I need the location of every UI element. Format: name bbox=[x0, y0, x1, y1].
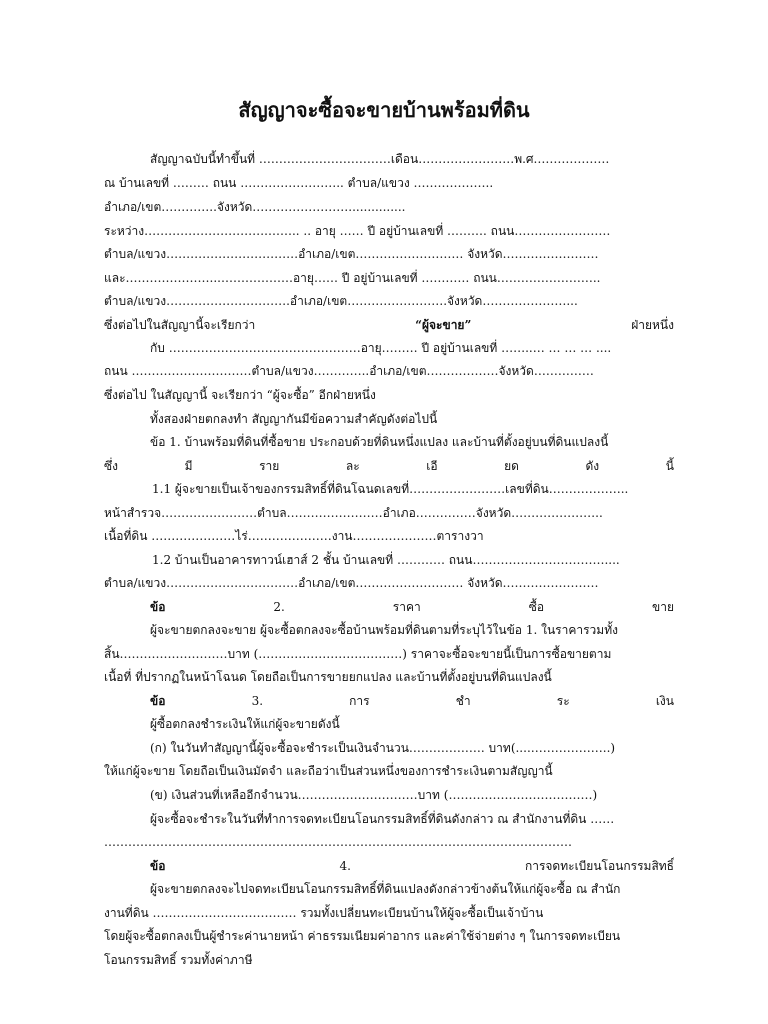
party-one-line: ระหว่าง………………………….…….. .. อายุ …… ปี อยู่บ้านเลขที่ ………. ถนน…………………… bbox=[104, 224, 611, 238]
clause-4-text-3: โดยผู้จะซื้อตกลงเป็นผู้ชำระค่านายหน้า ค่าธรรมเนียมค่าอากร และค่าใช้จ่ายต่าง ๆ ในการจดทะเบียน bbox=[104, 929, 621, 943]
clause-3-heading: ข้อ 3. การ ชำ ระ เงิน bbox=[150, 694, 674, 708]
buyer-designation-line: ซึ่งต่อไป ในสัญญานี้ จะเรียกว่า “ผู้จะซื้อ” อีกฝ่ายหนึ่ง bbox=[104, 388, 376, 402]
clause-4-heading: ข้อ 4. การจดทะเบียนโอนกรรมสิทธิ์ bbox=[150, 859, 674, 873]
clause-3-b-line: (ข) เงินส่วนที่เหลืออีกจำนวน…………………………บาท (………………………………) bbox=[150, 788, 598, 802]
seller-side-text: ฝ่ายหนึ่ง bbox=[631, 318, 674, 332]
clause-1-detail-line: ซึ่ง มี ราย ละ เอี ยด ดัง นี้ bbox=[104, 459, 674, 473]
clause-3-intro: ผู้ซื้อตกลงชำระเงินให้แก่ผู้จะขายดังนี้ bbox=[150, 717, 340, 731]
dotted-fill-line: ……………………………………………………………………………………………………… bbox=[104, 835, 572, 849]
clause-2-text-3: เนื้อที่ ที่ปรากฏในหน้าโฉนด โดยถือเป็นการขายยกแปลง และบ้านที่ตั้งอยู่บนที่ดินแปลงนี้ bbox=[104, 670, 552, 684]
clause-3-a-line: (ก) ในวันทำสัญญานี้ผู้จะซื้อจะชำระเป็นเงินจำนวน………………. บาท(....………………..) bbox=[150, 741, 616, 755]
clause-3-payment-line: ผู้จะซื้อจะชำระในวันที่ทำการจดทะเบียนโอนกรรมสิทธิ์ที่ดินดังกล่าว ณ สำนักงานที่ดิน …… bbox=[150, 812, 615, 826]
party-one-address-line: ตำบล/แขวง……………………………อำเภอ/เขต……………………… จังหวัด…………………… bbox=[104, 247, 599, 261]
survey-page-line: หน้าสำรวจ……………………ตำบล……………………อำเภอ……………จังหวัด………………….. bbox=[104, 506, 603, 520]
clause-2-text-1: ผู้จะขายตกลงจะขาย ผู้จะซื้อตกลงจะซื้อบ้านพร้อมที่ดินตามที่ระบุไว้ในข้อ 1. ในราคารวมทั้ง bbox=[150, 623, 618, 637]
contract-district-line: อำเภอ/เขต…………..จังหวัด……………………............... bbox=[104, 200, 406, 214]
party-two-address-line: ตำบล/แขวง………………………….อำเภอ/เขต…………………….จังหวัด…………………... bbox=[104, 294, 578, 308]
party-two-line: และ…………………...………………อายุ…… ปี อยู่บ้านเลขที่ ………… ถนน…………………….. bbox=[104, 271, 601, 285]
agreement-intro-line: ทั้งสองฝ่ายตกลงทำ สัญญากันมีข้อความสำคัญดังต่อไปนี้ bbox=[150, 412, 438, 426]
clause-1-1-line: 1.1 ผู้จะขายเป็นเจ้าของกรรมสิทธิ์ที่ดินโฉนดเลขที่……………………เลขที่ดิน……………….. bbox=[152, 482, 629, 496]
buyer-line: กับ …………………………………………อายุ……… ปี อยู่บ้านเลขที่ ……..… … … … .... bbox=[150, 341, 612, 355]
seller-term: “ผู้จะขาย” bbox=[415, 318, 472, 332]
seller-designation-text: ซึ่งต่อไปในสัญญานี้จะเรียกว่า bbox=[104, 318, 256, 332]
clause-4-text-2: งานที่ดิน ……………………………… รวมทั้งเปลี่ยนทะเบียนบ้านให้ผู้จะซื้อเป็นเจ้าบ้าน bbox=[104, 906, 544, 920]
clause-3-a-continued: ให้แก่ผู้จะขาย โดยถือเป็นเงินมัดจำ และถือว่าเป็นส่วนหนึ่งของการชำระเงินตามสัญญานี้ bbox=[104, 764, 553, 778]
clause-2-text-2: สิ้น………………………บาท (………………………………) ราคาจะซื้อจะขายนี้เป็นการซื้อขายตาม bbox=[104, 647, 612, 661]
house-address-line: ตำบล/แขวง……………………………อำเภอ/เขต……………………… จังหวัด…………………… bbox=[104, 576, 599, 590]
contract-address-line: ณ บ้านเลขที่ ……… ถนน …………………….. ตำบล/แขวง ……………….. bbox=[104, 176, 494, 190]
buyer-address-line: ถนน …………………………ตำบล/แขวง…………..อำเภอ/เขต………………จังหวัด…………… bbox=[104, 364, 594, 378]
clause-2-heading: ข้อ 2. ราคา ซื้อ ขาย bbox=[150, 600, 674, 614]
contract-place-date-line: สัญญาฉบับนี้ทำขึ้นที่ ……………………………เดือน……………………พ.ศ.……………… bbox=[150, 152, 610, 166]
clause-1-2-line: 1.2 บ้านเป็นอาคารทาวน์เฮาส์ 2 ชั้น บ้านเลขที่ ………… ถนน…………………………….... bbox=[152, 553, 620, 567]
clause-4-text-1: ผู้จะขายตกลงจะไปจดทะเบียนโอนกรรมสิทธิ์ที่ดินแปลงดังกล่าวข้างต้นให้แก่ผู้จะซื้อ ณ สำนัก bbox=[150, 882, 621, 896]
land-area-line: เนื้อที่ดิน …………………ไร่…………………งาน…………………ตารางวา bbox=[104, 529, 484, 543]
document-title: สัญญาจะซื้อจะขายบ้านพร้อมที่ดิน bbox=[238, 98, 530, 122]
clause-1-heading: ข้อ 1. บ้านพร้อมที่ดินที่ซื้อขาย ประกอบด้วยที่ดินหนึ่งแปลง และบ้านที่ตั้งอยู่บนที่ดินแปลงนี้ bbox=[150, 435, 609, 449]
seller-designation-line bbox=[104, 314, 674, 336]
clause-4-text-4: โอนกรรมสิทธิ์ รวมทั้งค่าภาษี bbox=[104, 953, 253, 967]
